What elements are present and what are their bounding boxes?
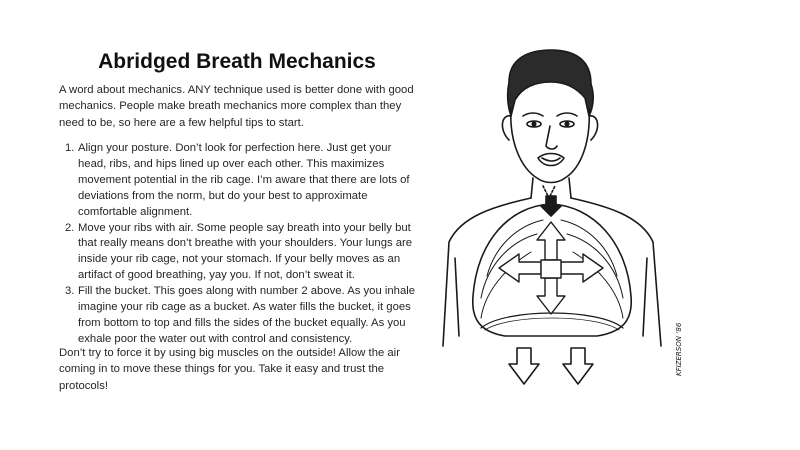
tips-list [65,141,419,348]
left-ear [502,116,511,140]
right-brow [557,113,577,116]
step-number: 3. [65,285,75,298]
intro-paragraph: A word about mechanics. ANY technique used is better done with good mechanics. People make breath mechanics more complex than they need to be, so here are a few helpful tips to start. [59,84,414,129]
closing-paragraph: Don’t try to force it by using big muscles on the outside! Allow the air coming in to move these things for you. Take it easy and trust the protocols! [59,347,400,392]
face [511,108,589,183]
artist-signature: KFIZERSON ’86 [675,322,683,376]
step-text: Fill the bucket. This goes along with number 2 above. As you inhale imagine your rib cage as a bucket. As water fills the bucket, it goes from bottom to top and fills the sides of the bucket equally. As you exhale poor the water out with control and consistency. [78,285,416,345]
down-arrow-icon [509,348,539,384]
step-number: 1. [65,142,75,154]
left-brow [523,113,543,116]
diaphragm [481,313,623,328]
list-item [65,221,419,285]
breathing-illustration [425,46,695,400]
step-text: Move your ribs with air. Some people say breath into your belly but that really means don’t breathe with your shoulders. Your lungs are inside your rib cage, not your stomach. If your belly moves as an artifact of good breathing, yay you. If not, don’t sweat it. [78,221,413,282]
list-item [65,284,419,348]
step-number: 2. [65,221,75,234]
expansion-arrows-icon [499,222,603,314]
hair [508,50,593,116]
mouth [538,154,564,166]
page-title: Abridged Breath Mechanics [98,50,376,73]
down-arrow-icon [563,348,593,384]
right-ear [589,116,598,140]
nose [546,126,557,149]
step-text: Align your posture. Don’t look for perfection here. Just get your head, ribs, and hips lined up over each other. This maximizes movement potential in the rib cage. I’m aware that there are lots of deviations from the norm, but do your best to approximate comfortable alignment. [78,142,410,218]
throat-arrow-icon [541,196,561,216]
list-item [65,141,419,221]
